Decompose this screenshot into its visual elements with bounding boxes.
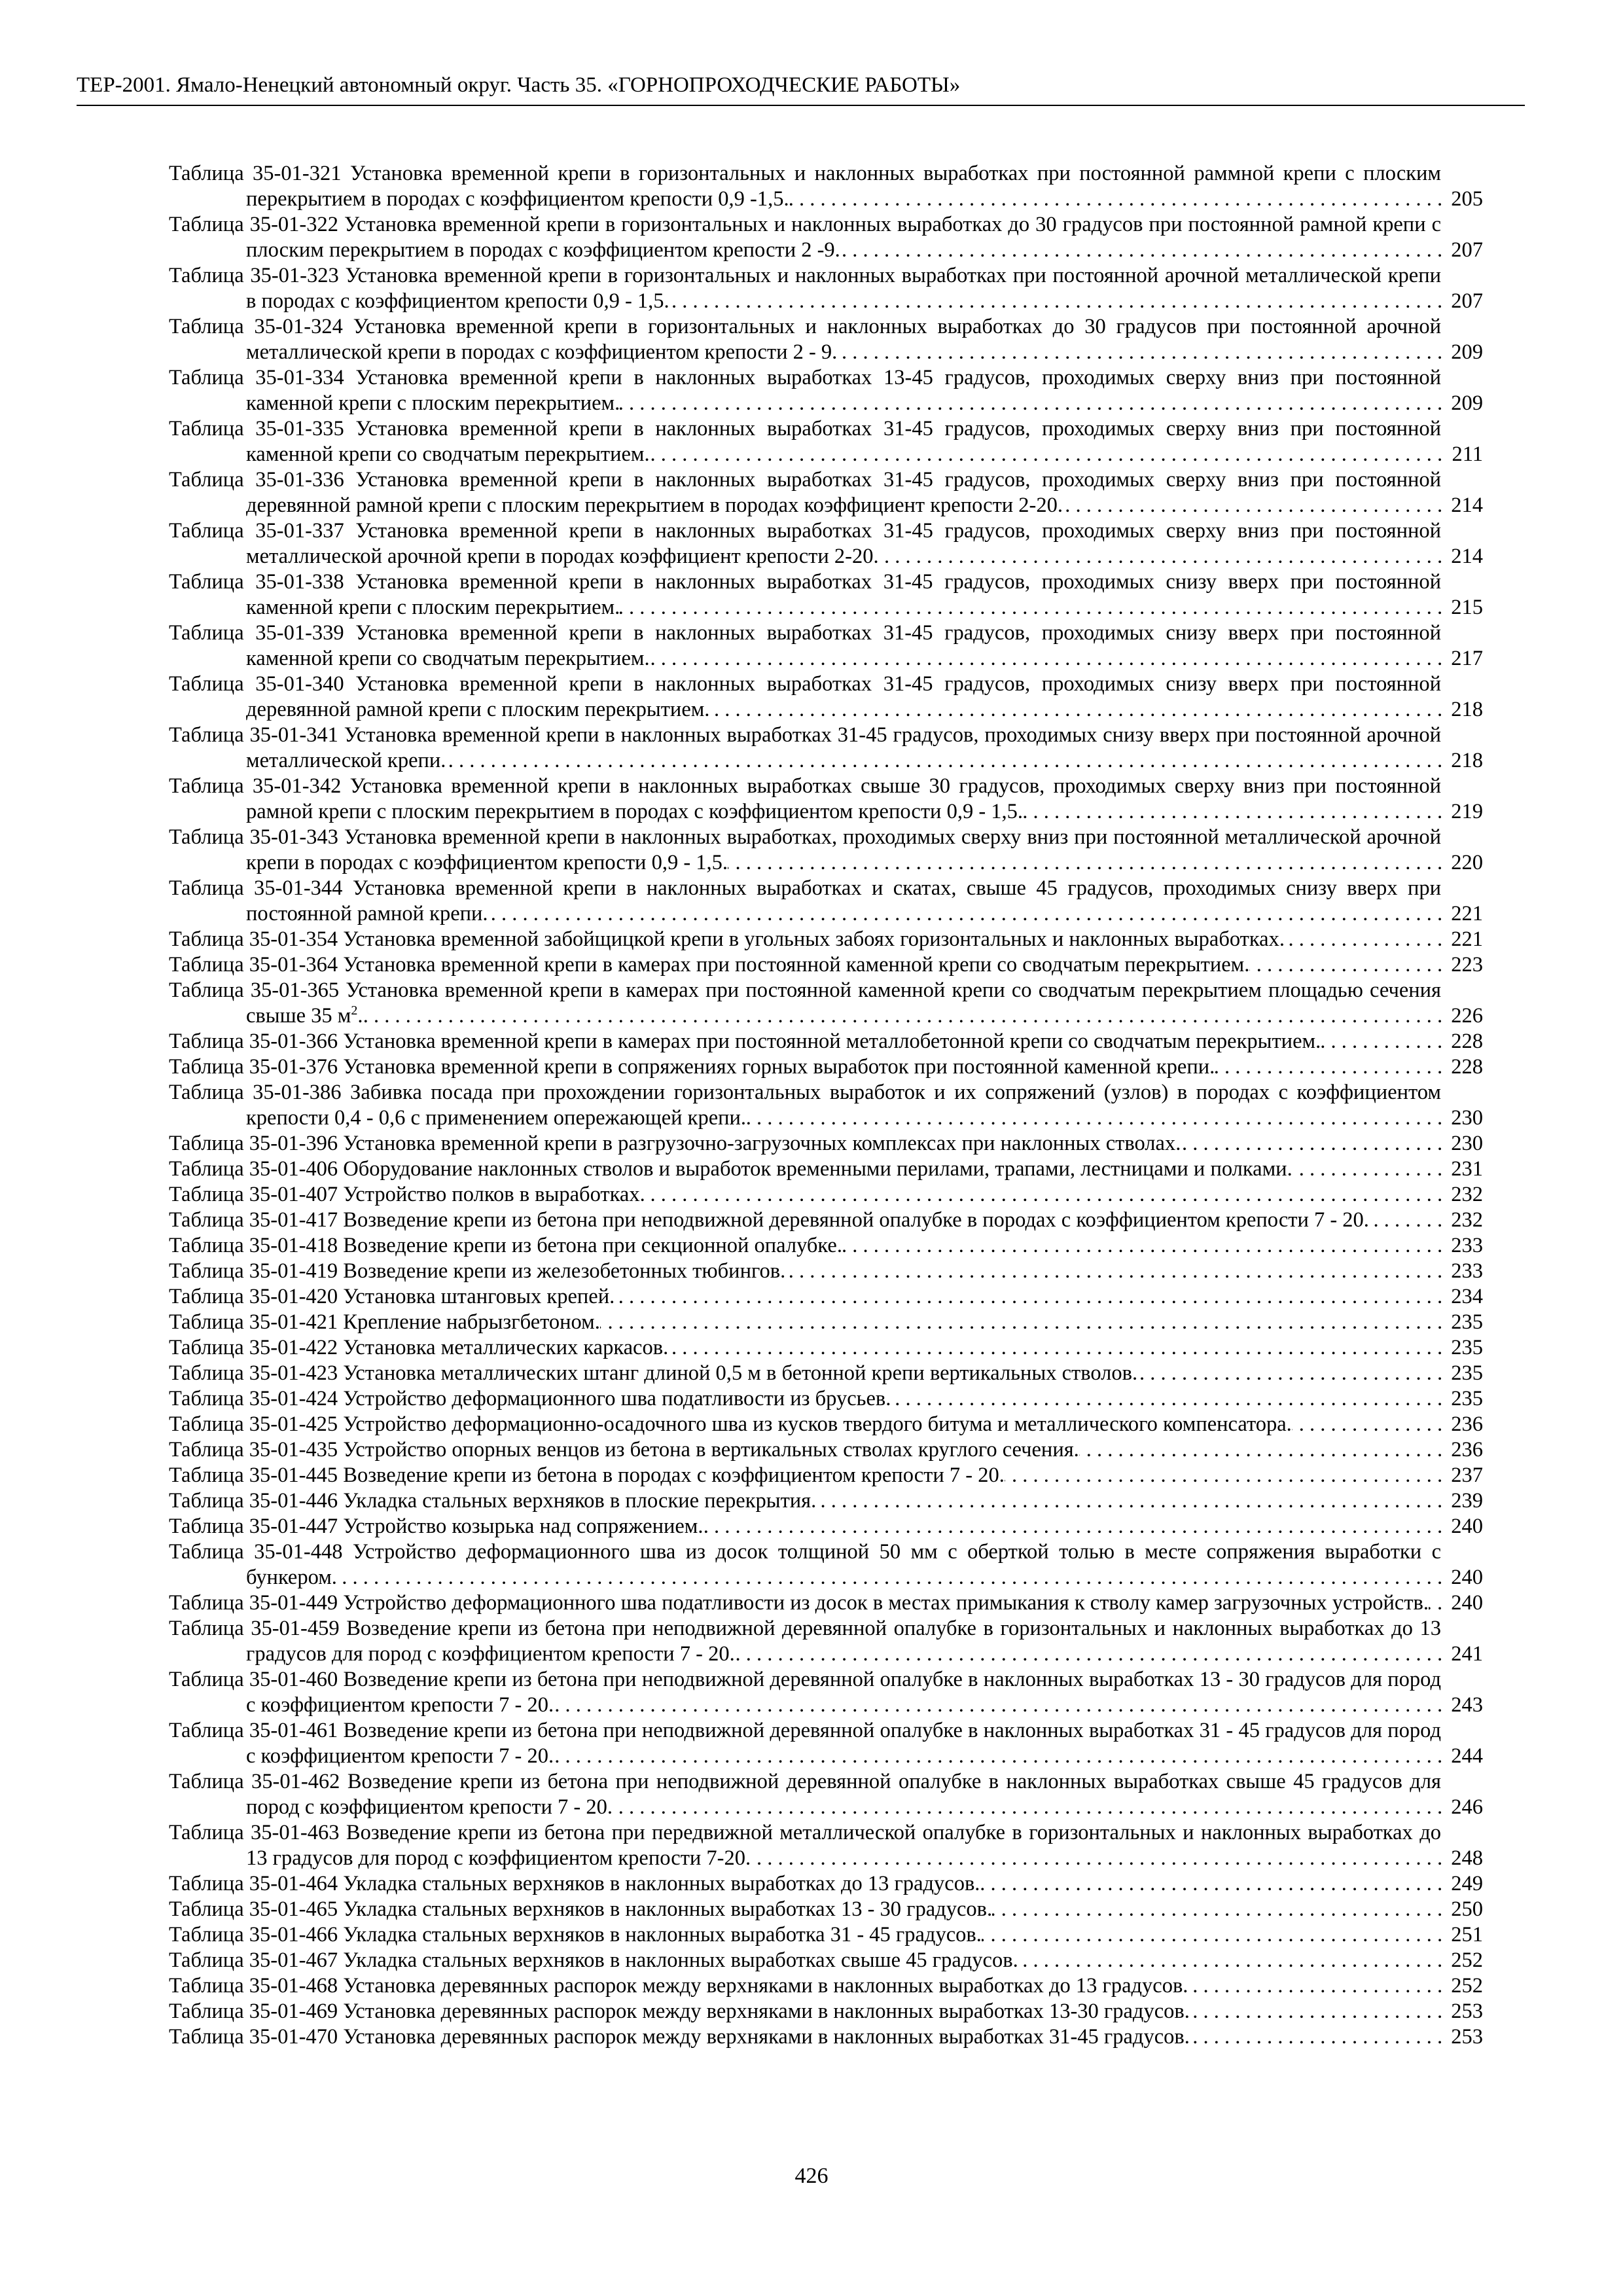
toc-entry-body [169, 1463, 1483, 1488]
toc-entry-body [169, 1361, 1483, 1386]
toc-entry-page: 219 [1444, 799, 1483, 825]
toc-entry-text: Таблица 35-01-461 Возведение крепи из бетона при неподвижной деревянной опалубке в наклонных выработках 31 - 45 градусов для пород с коэффициентом крепости 7 - 20. [169, 1719, 1441, 1768]
toc-entry-page: 232 [1444, 1208, 1483, 1233]
toc-entry[interactable] [169, 1897, 1483, 1922]
toc-entry[interactable] [169, 1310, 1483, 1335]
toc-entry-body [169, 1488, 1483, 1514]
toc-entry-page: 234 [1444, 1284, 1483, 1310]
toc-entry-text: Таблица 35-01-424 Устройство деформационного шва податливости из брусьев. [169, 1387, 891, 1410]
toc-entry-text: Таблица 35-01-364 Установка временной крепи в камерах при постоянной каменной крепи со сводчатым перекрытием. [169, 953, 1250, 977]
toc-entry-page: 209 [1444, 391, 1483, 416]
toc-entry-text: Таблица 35-01-460 Возведение крепи из бетона при неподвижной деревянной опалубке в наклонных выработках 13 - 30 градусов для пород с коэффициентом крепости 7 - 20. [169, 1668, 1441, 1717]
toc-entry-title [169, 825, 1441, 874]
toc-entry-page: 230 [1444, 1131, 1483, 1157]
toc-entry[interactable] [169, 1284, 1483, 1310]
toc-entry-page: 232 [1444, 1182, 1483, 1208]
toc-entry-body [169, 1335, 1483, 1361]
toc-entry-body [169, 1080, 1483, 1131]
toc-entry-body [169, 774, 1483, 825]
toc-entry-title [169, 1974, 1188, 1998]
toc-entry-title [169, 1489, 816, 1513]
toc-entry[interactable] [169, 212, 1483, 263]
toc-entry-text: Таблица 35-01-418 Возведение крепи из бетона при секционной опалубке. [169, 1234, 842, 1257]
toc-entry-page: 249 [1444, 1871, 1483, 1897]
toc-entry-body [169, 1871, 1483, 1897]
toc-entry-body [169, 1769, 1483, 1820]
toc-entry-page: 214 [1444, 493, 1483, 518]
toc-entry-title [169, 1132, 1181, 1155]
toc-entry-body [169, 518, 1483, 569]
toc-entry-text: Таблица 35-01-406 Оборудование наклонных стволов и выработок временными перилами, трапами, лестницами и полками. [169, 1157, 1293, 1181]
toc-entry[interactable] [169, 2024, 1483, 2050]
toc-entry-text: Таблица 35-01-338 Установка временной крепи в наклонных выработках 31-45 градусов, проходимых снизу вверх при постоянной каменной крепи с плоским перекрытием. [169, 570, 1441, 619]
toc-entry-text: Таблица 35-01-464 Укладка стальных верхняков в наклонных выработках до 13 градусов. [169, 1872, 980, 1895]
toc-entry-body [169, 2024, 1483, 2050]
toc-entry-body [169, 1284, 1483, 1310]
toc-entry[interactable] [169, 1948, 1483, 1973]
toc-entry-text: Таблица 35-01-445 Возведение крепи из бетона в породах с коэффициентом крепости 7 - 20. [169, 1463, 1005, 1487]
toc-entry-body [169, 161, 1483, 212]
toc-entry-page: 231 [1444, 1157, 1483, 1182]
toc-entry[interactable] [169, 518, 1483, 569]
toc-entry-title [169, 1770, 1441, 1819]
toc-entry-body [169, 1437, 1483, 1463]
toc-entry-page: 243 [1444, 1693, 1483, 1718]
toc-entry[interactable] [169, 1820, 1483, 1871]
toc-entry-body [169, 1999, 1483, 2024]
toc-entry[interactable] [169, 1131, 1483, 1157]
toc-entry-page: 221 [1444, 927, 1483, 952]
toc-entry-text: Таблица 35-01-425 Устройство деформационно-осадочного шва из кусков твердого битума и металлического компенсатора. [169, 1412, 1292, 1436]
toc-entry-page: 226 [1444, 1003, 1483, 1029]
toc-entry-title [169, 1336, 668, 1359]
toc-entry[interactable] [169, 723, 1483, 774]
toc-entry[interactable] [169, 1973, 1483, 1999]
toc-entry-text: Таблица 35-01-321 Установка временной крепи в горизонтальных и наклонных выработках при постоянной раммной крепи с плоским перекрытием в породах с коэффициентом крепости 0,9 -1,5. [169, 162, 1441, 211]
toc-entry-body [169, 1922, 1483, 1948]
toc-entry-title [169, 570, 1441, 619]
toc-entry[interactable] [169, 1361, 1483, 1386]
toc-entry-text: Таблица 35-01-322 Установка временной крепи в горизонтальных и наклонных выработках до 30 градусов при постоянной рамной крепи с плоским перекрытием в породах с коэффициентом крепости 2 -9. [169, 213, 1441, 262]
toc-entry-body [169, 1616, 1483, 1667]
toc-entry-text: Таблица 35-01-466 Укладка стальных верхняков в наклонных выработка 31 - 45 градусов. [169, 1923, 982, 1946]
toc-entry-page: 207 [1444, 289, 1483, 314]
toc-entry-page: 248 [1444, 1846, 1483, 1871]
toc-entry-page: 235 [1444, 1335, 1483, 1361]
toc-entry[interactable] [169, 1437, 1483, 1463]
toc-entry-title [169, 1515, 704, 1538]
toc-entry-text: Таблица 35-01-337 Установка временной крепи в наклонных выработках 31-45 градусов, проходимых сверху вниз при постоянной металлической арочной крепи в породах коэффициент крепости 2-20. [169, 519, 1441, 568]
toc-entry-page: 239 [1444, 1488, 1483, 1514]
toc-entry[interactable] [169, 1718, 1483, 1769]
toc-entry-title [169, 1055, 1215, 1079]
toc-entry[interactable] [169, 1590, 1483, 1616]
toc-entry-text: Таблица 35-01-336 Установка временной крепи в наклонных выработках 31-45 градусов, проходимых сверху вниз при постоянной деревянной рамной крепи с плоским перекрытием в породах коэффициент крепости 2-20. [169, 468, 1441, 517]
toc-entry-title [169, 1540, 1441, 1589]
toc-entry-title [169, 1234, 842, 1257]
toc-entry[interactable] [169, 876, 1483, 927]
toc-entry-page: 233 [1444, 1259, 1483, 1284]
toc-entry-body [169, 1259, 1483, 1284]
toc-entry-text: Таблица 35-01-470 Установка деревянных распорок между верхняками в наклонных выработках 31-45 градусов. [169, 2025, 1190, 2049]
toc-entry-text: Таблица 35-01-407 Устройство полков в выработках. [169, 1183, 645, 1206]
toc-entry-title [169, 1872, 980, 1895]
toc-entry-title [169, 1285, 615, 1308]
toc-entry-title [169, 1897, 992, 1921]
toc-entry[interactable] [169, 1208, 1483, 1233]
toc-entry-text: Таблица 35-01-468 Установка деревянных распорок между верхняками в наклонных выработках до 13 градусов. [169, 1974, 1188, 1998]
toc-entry-title [169, 1923, 982, 1946]
toc-entry-text: Таблица 35-01-334 Установка временной крепи в наклонных выработках 13-45 градусов, проходимых сверху вниз при постоянной каменной крепи с плоским перекрытием. [169, 366, 1441, 415]
toc-entry-page: 230 [1444, 1105, 1483, 1131]
toc-entry[interactable] [169, 672, 1483, 723]
toc-entry[interactable] [169, 952, 1483, 978]
toc-entry-title [169, 1438, 1079, 1462]
toc-entry-text: Таблица 35-01-446 Укладка стальных верхняков в плоские перекрытия. [169, 1489, 817, 1513]
toc-entry-body [169, 1718, 1483, 1769]
toc-entry-body [169, 467, 1483, 518]
toc-entry-text: Таблица 35-01-324 Установка временной крепи в горизонтальных и наклонных выработках до 30 градусов при постоянной арочной металлической крепи в породах с коэффициентом крепости 2 - 9. [169, 315, 1441, 364]
toc-entry[interactable] [169, 978, 1483, 1029]
toc-entry-text: Таблица 35-01-435 Устройство опорных венцов из бетона в вертикальных стволах круглого сечения. [169, 1438, 1079, 1462]
toc-entry[interactable] [169, 1488, 1483, 1514]
toc-entry-text: Таблица 35-01-386 Забивка посада при прохождении горизонтальных выработок и их сопряжений (узлов) в породах с коэффициентом крепости 0,4 - 0,6 с применением опережающей крепи. [169, 1081, 1441, 1130]
toc-entry[interactable] [169, 1054, 1483, 1080]
toc-entry-page: 246 [1444, 1795, 1483, 1820]
toc-entry-page: 251 [1444, 1922, 1483, 1948]
toc-entry[interactable] [169, 1616, 1483, 1667]
toc-entry-body [169, 672, 1483, 723]
toc-entry[interactable] [169, 1514, 1483, 1539]
toc-entry-page: 215 [1444, 595, 1483, 620]
toc-entry-title [169, 162, 1441, 211]
toc-entry-page: 252 [1444, 1948, 1483, 1973]
page-number: 426 [794, 2164, 829, 2188]
toc-entry-page: 253 [1444, 1999, 1483, 2024]
toc-entry[interactable] [169, 365, 1483, 416]
toc-entry-body [169, 825, 1483, 876]
toc-entry-body [169, 1539, 1483, 1590]
toc-entry-page: 218 [1444, 748, 1483, 774]
toc-entry-text: Таблица 35-01-417 Возведение крепи из бетона при неподвижной деревянной опалубке в породах с коэффициентом крепости 7 - 20. [169, 1208, 1369, 1232]
toc-entry-title [169, 1591, 1429, 1615]
toc-entry[interactable] [169, 927, 1483, 952]
toc-entry[interactable] [169, 1412, 1483, 1437]
toc-entry[interactable] [169, 1259, 1483, 1284]
toc-entry-title [169, 315, 1441, 364]
toc-entry-text: Таблица 35-01-469 Установка деревянных распорок между верхняками в наклонных выработках 13-30 градусов. [169, 2000, 1190, 2023]
toc-entry-title [169, 1719, 1441, 1768]
toc-entry-body [169, 1412, 1483, 1437]
toc-entry-title [169, 1463, 1005, 1487]
toc-entry-tail: . [357, 1004, 363, 1028]
toc-entry-body [169, 365, 1483, 416]
toc-entry-text: Таблица 35-01-462 Возведение крепи из бетона при неподвижной деревянной опалубке в наклонных выработках свыше 45 градусов для пород с коэффициентом крепости 7 - 20. [169, 1770, 1441, 1819]
toc-entry-title [169, 1412, 1292, 1436]
toc-entry-body [169, 978, 1483, 1029]
toc-entry-title [169, 213, 1441, 262]
toc-entry-text: Таблица 35-01-376 Установка временной крепи в сопряжениях горных выработок при постоянной каменной крепи. [169, 1055, 1215, 1079]
toc-entry-page: 221 [1444, 901, 1483, 927]
toc-entry[interactable] [169, 569, 1483, 620]
toc-entry-title [169, 519, 1441, 568]
toc-entry[interactable] [169, 1539, 1483, 1590]
toc-entry-page: 228 [1444, 1029, 1483, 1054]
toc-entry[interactable] [169, 1182, 1483, 1208]
header-rule [77, 105, 1525, 106]
toc-entry[interactable] [169, 161, 1483, 212]
toc-entry[interactable] [169, 1335, 1483, 1361]
toc-entry-body [169, 1897, 1483, 1922]
toc-entry-body [169, 723, 1483, 774]
toc-entry[interactable] [169, 1871, 1483, 1897]
toc-entry[interactable] [169, 1386, 1483, 1412]
toc-entry-text: Таблица 35-01-396 Установка временной крепи в разгрузочно-загрузочных комплексах при наклонных стволах. [169, 1132, 1181, 1155]
toc-entry-title [169, 621, 1441, 670]
toc-entry-page: 240 [1444, 1565, 1483, 1590]
toc-entry-text: Таблица 35-01-420 Установка штанговых крепей. [169, 1285, 615, 1308]
toc-entry-text: Таблица 35-01-339 Установка временной крепи в наклонных выработках 31-45 градусов, проходимых снизу вверх при постоянной каменной крепи со сводчатым перекрытием. [169, 621, 1441, 670]
toc-entry[interactable] [169, 1999, 1483, 2024]
toc-entry-body [169, 1131, 1483, 1157]
toc-entry-page: 214 [1444, 544, 1483, 569]
toc-entry-title [169, 1183, 645, 1206]
toc-entry-text: Таблица 35-01-343 Установка временной крепи в наклонных выработках, проходимых сверху вниз при постоянной металлической арочной крепи в породах с коэффициентом крепости 0,9 - 1,5. [169, 825, 1441, 874]
toc-entry-body [169, 1590, 1483, 1616]
toc-entry-title [169, 1208, 1369, 1232]
toc-entry-page: 218 [1444, 697, 1483, 723]
toc-entry-text: Таблица 35-01-340 Установка временной крепи в наклонных выработках 31-45 градусов, проходимых снизу вверх при постоянной деревянной рамной крепи с плоским перекрытием. [169, 672, 1441, 721]
toc-entry-page: 240 [1444, 1590, 1483, 1616]
toc-entry[interactable] [169, 1463, 1483, 1488]
toc-entry-body [169, 1514, 1483, 1539]
toc-entry-page: 253 [1444, 2024, 1483, 2050]
toc-entry-text: Таблица 35-01-449 Устройство деформационного шва податливости из досок в местах примыкания к стволу камер загрузочных устройств. [169, 1591, 1429, 1615]
toc-entry-page: 220 [1444, 850, 1483, 876]
toc-entry-title [169, 1259, 785, 1283]
toc-entry-body [169, 1157, 1483, 1182]
toc-entry-page: 223 [1444, 952, 1483, 978]
toc-entry[interactable] [169, 774, 1483, 825]
toc-entry-page: 209 [1444, 340, 1483, 365]
toc-entry-title [169, 1668, 1441, 1717]
toc-entry[interactable] [169, 1080, 1483, 1131]
toc-entry-text: Таблица 35-01-342 Установка временной крепи в наклонных выработках свыше 30 градусов, проходимых сверху вниз при постоянной рамной крепи с плоским перекрытием в породах с коэффициентом крепости 0,9 - 1,5. [169, 774, 1441, 823]
toc-entry-title [169, 672, 1441, 721]
toc-entry-body [169, 1973, 1483, 1999]
toc-entry-text: Таблица 35-01-365 Установка временной крепи в камерах при постоянной каменной крепи со сводчатым перекрытием площадью сечения свыше 35 м [169, 978, 1441, 1028]
toc-entry-page: 236 [1444, 1412, 1483, 1437]
toc-entry-body [169, 1233, 1483, 1259]
toc-entry[interactable] [169, 263, 1483, 314]
toc-entry-body [169, 1208, 1483, 1233]
toc-entry-title [169, 1387, 891, 1410]
toc-entry[interactable] [169, 825, 1483, 876]
toc-entry[interactable] [169, 1157, 1483, 1182]
toc-entry-title [169, 953, 1249, 977]
toc-entry[interactable] [169, 416, 1483, 467]
toc-entry-title [169, 1030, 1321, 1053]
toc-entry-title [169, 2025, 1190, 2049]
toc-entry-title [169, 927, 1285, 951]
toc-entry-body [169, 416, 1483, 467]
toc-entry-page: 237 [1444, 1463, 1483, 1488]
toc-entry-title [169, 1361, 1137, 1385]
toc-entry-text: Таблица 35-01-421 Крепление набрызгбетоном. [169, 1310, 600, 1334]
toc-entry-page: 244 [1444, 1744, 1483, 1769]
toc-entry-body [169, 1182, 1483, 1208]
toc-entry-title [169, 366, 1441, 415]
toc-entry-text: Таблица 35-01-344 Установка временной крепи в наклонных выработках и скатах, свыше 45 градусов, проходимых снизу вверх при постоянной рамной крепи. [169, 876, 1441, 925]
toc-entry-page: 217 [1444, 646, 1483, 672]
toc-entry[interactable] [169, 1029, 1483, 1054]
toc-entry-body [169, 1820, 1483, 1871]
toc-entry[interactable] [169, 1667, 1483, 1718]
toc-entry-title [169, 417, 1441, 466]
toc-entry[interactable] [169, 1233, 1483, 1259]
toc-entry[interactable] [169, 467, 1483, 518]
toc-entry-text: Таблица 35-01-448 Устройство деформационного шва из досок толщиной 50 мм с оберткой толью в месте сопряжения выработки с бункером. [169, 1540, 1441, 1589]
toc-entry-title [169, 2000, 1190, 2023]
toc-entry-superscript: 2 [351, 1003, 358, 1018]
toc-entry-title [169, 723, 1441, 772]
toc-entry[interactable] [169, 314, 1483, 365]
toc-entry[interactable] [169, 620, 1483, 672]
toc-entry-title [169, 1821, 1441, 1870]
toc-entry-page: 233 [1444, 1233, 1483, 1259]
toc-entry-title [169, 468, 1441, 517]
toc-entry-text: Таблица 35-01-459 Возведение крепи из бетона при неподвижной деревянной опалубке в горизонтальных и наклонных выработках до 13 градусов для пород с коэффициентом крепости 7 - 20. [169, 1617, 1441, 1666]
toc-entry-body [169, 620, 1483, 672]
toc-entry-body [169, 1948, 1483, 1973]
toc-entry-body [169, 569, 1483, 620]
toc-entry-title [169, 774, 1441, 823]
toc-entry-text: Таблица 35-01-341 Установка временной крепи в наклонных выработках 31-45 градусов, проходимых снизу вверх при постоянной арочной металлической крепи. [169, 723, 1441, 772]
toc-entry-title [169, 1617, 1441, 1666]
toc-entry-title [169, 1081, 1441, 1130]
toc-entry-page: 207 [1444, 238, 1483, 263]
toc-entry-body [169, 212, 1483, 263]
toc-entry-page: 235 [1444, 1361, 1483, 1386]
toc-entry-body [169, 1386, 1483, 1412]
toc-entry-title [169, 1310, 600, 1334]
toc-entry-title [169, 876, 1441, 925]
toc-entry[interactable] [169, 1922, 1483, 1948]
toc-entry-text: Таблица 35-01-422 Установка металлических каркасов. [169, 1336, 669, 1359]
table-of-contents [169, 161, 1483, 2050]
toc-entry-body [169, 1667, 1483, 1718]
toc-entry-page: 252 [1444, 1973, 1483, 1999]
toc-entry-title [169, 978, 1441, 1028]
toc-entry-text: Таблица 35-01-366 Установка временной крепи в камерах при постоянной металлобетонной крепи со сводчатым перекрытием. [169, 1030, 1321, 1053]
toc-entry-page: 211 [1444, 442, 1483, 467]
toc-entry-body [169, 1029, 1483, 1054]
toc-entry-title [169, 1948, 1018, 1972]
toc-entry-text: Таблица 35-01-335 Установка временной крепи в наклонных выработках 31-45 градусов, проходимых сверху вниз при постоянной каменной крепи со сводчатым перекрытием. [169, 417, 1441, 466]
toc-entry-page: 235 [1444, 1386, 1483, 1412]
toc-entry-page: 205 [1444, 187, 1483, 212]
toc-entry-body [169, 952, 1483, 978]
toc-entry-text: Таблица 35-01-463 Возведение крепи из бетона при передвижной металлической опалубке в горизонтальных и наклонных выработках до 13 градусов для пород с коэффициентом крепости 7-20. [169, 1821, 1441, 1870]
toc-entry-body [169, 927, 1483, 952]
toc-entry-body [169, 263, 1483, 314]
toc-entry-body [169, 876, 1483, 927]
toc-entry-title [169, 1157, 1293, 1181]
running-header: ТЕР-2001. Ямало-Ненецкий автономный округ. Часть 35. «ГОРНОПРОХОДЧЕСКИЕ РАБОТЫ» [77, 73, 961, 97]
toc-entry-page: 250 [1444, 1897, 1483, 1922]
toc-entry-text: Таблица 35-01-323 Установка временной крепи в горизонтальных и наклонных выработках при постоянной арочной металлической крепи в породах с коэффициентом крепости 0,9 - 1,5. [169, 264, 1441, 313]
toc-entry-body [169, 1310, 1483, 1335]
toc-entry-page: 240 [1444, 1514, 1483, 1539]
toc-entry-page: 236 [1444, 1437, 1483, 1463]
toc-entry-text: Таблица 35-01-467 Укладка стальных верхняков в наклонных выработках свыше 45 градусов. [169, 1948, 1018, 1972]
toc-entry-title [169, 264, 1441, 313]
toc-entry-page: 241 [1444, 1641, 1483, 1667]
toc-entry-page: 228 [1444, 1054, 1483, 1080]
toc-entry-text: Таблица 35-01-447 Устройство козырька над сопряжением. [169, 1515, 704, 1538]
toc-entry-text: Таблица 35-01-423 Установка металлических штанг длиной 0,5 м в бетонной крепи вертикальных стволов. [169, 1361, 1138, 1385]
toc-entry-text: Таблица 35-01-354 Установка временной забойщицкой крепи в угольных забоях горизонтальных и наклонных выработках. [169, 927, 1285, 951]
toc-entry-body [169, 1054, 1483, 1080]
toc-entry-text: Таблица 35-01-465 Укладка стальных верхняков в наклонных выработках 13 - 30 градусов. [169, 1897, 993, 1921]
toc-entry[interactable] [169, 1769, 1483, 1820]
toc-entry-body [169, 314, 1483, 365]
toc-entry-page: 235 [1444, 1310, 1483, 1335]
toc-entry-text: Таблица 35-01-419 Возведение крепи из железобетонных тюбингов. [169, 1259, 786, 1283]
